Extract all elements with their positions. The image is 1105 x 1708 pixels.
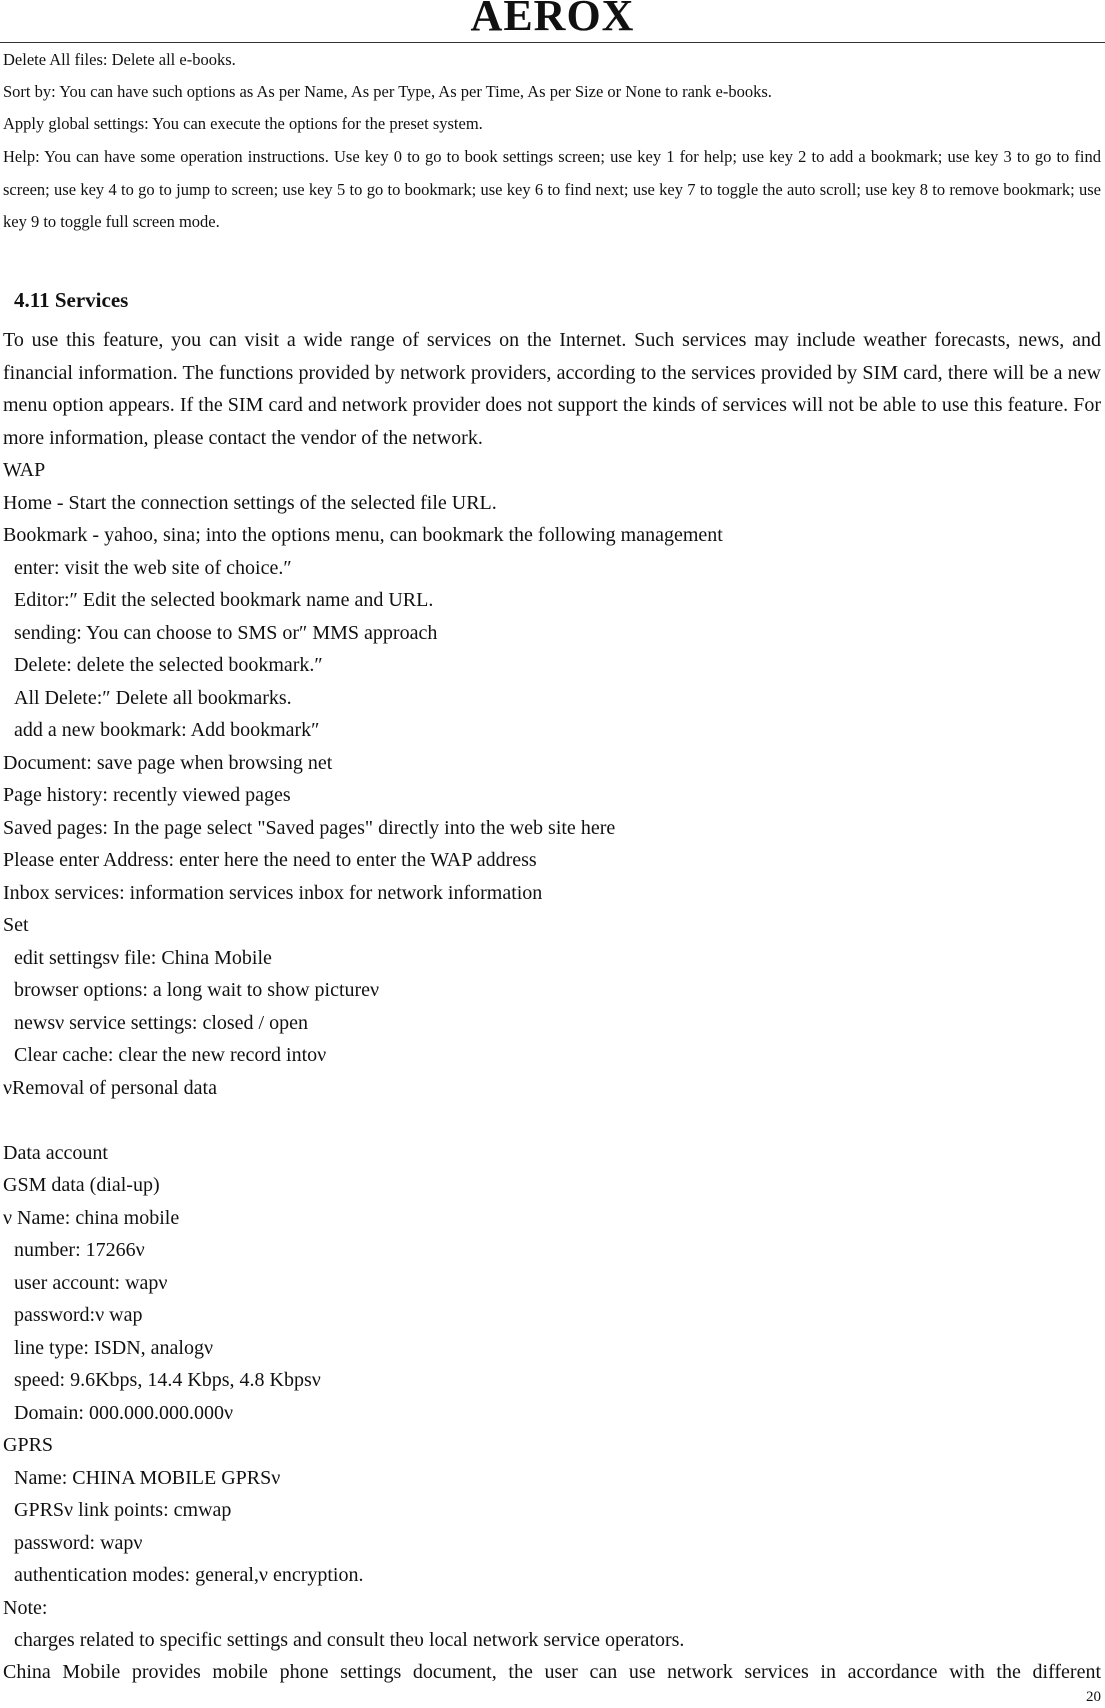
indented-text-line: Delete: delete the selected bookmark.″ [14,654,323,676]
indented-text-line: newsν service settings: closed / open [14,1011,308,1034]
indented-text-line: password:ν wap [14,1304,143,1326]
indented-text-line: browser options: a long wait to show pictureν [14,979,380,1001]
text-line: GSM data (dial-up) [3,1174,160,1196]
text-line: Page history: recently viewed pages [3,784,291,806]
indented-text-line: speed: 9.6Kbps, 14.4 Kbps, 4.8 Kbpsν [14,1369,321,1391]
indented-text-line: GPRSν link points: cmwap [14,1499,232,1521]
help-paragraph: Help: You can have some operation instructions. Use key 0 to go to book settings screen; use key 1 for help; use key 2 to add a bookmark; use key 3 to go to find screen; use key 4 to go to jump to screen; use key 5 to go to bookmark; use key 6 to find next; use key 7 to toggle the auto scroll; use key 8 to remove bookmark; use key 9 to toggle full screen mode. [3,147,1101,231]
text-line: Saved pages: In the page select "Saved pages" directly into the web site here [3,816,616,839]
text-line: Please enter Address: enter here the need to enter the WAP address [3,849,537,871]
indented-text-line: Name: CHINA MOBILE GPRSν [14,1466,281,1489]
indented-text-line: line type: ISDN, analogν [14,1336,214,1359]
indented-text-line: enter: visit the web site of choice.″ [14,556,292,579]
indented-text-line: user account: wapν [14,1271,168,1294]
header-rule [0,42,1105,43]
page-header-title: AEROX [470,0,635,40]
text-line: WAP [3,459,46,481]
indented-text-line: authentication modes: general,ν encryption. [14,1564,364,1586]
text-line: νRemoval of personal data [3,1076,217,1099]
indented-text-line: sending: You can choose to SMS or″ MMS approach [14,621,438,644]
text-line: Document: save page when browsing net [3,751,333,774]
section-heading: 4.11 Services [14,288,129,312]
text-line: Data account [3,1141,108,1164]
intro-paragraph: To use this feature, you can visit a wide range of services on the Internet. Such services may include weather forecasts, news, and financial information. The functions provided by network providers, according to the services provided by SIM card, there will be a new menu option appears. If the SIM card and network provider does not support the kinds of services will not be able to use this feature. For more information, please contact the vendor of the network. [3,329,1101,449]
indented-text-line: edit settingsν file: China Mobile [14,946,272,969]
text-line: Delete All files: Delete all e-books. [3,50,236,69]
indented-text-line: charges related to specific settings and consult theυ local network service operators. [14,1629,685,1651]
indented-text-line: Editor:″ Edit the selected bookmark name and URL. [14,589,434,611]
text-line: Inbox services: information services inbox for network information [3,881,543,904]
indented-text-line: Clear cache: clear the new record intoν [14,1044,327,1066]
page-number: 20 [1086,1689,1101,1705]
indented-text-line: Domain: 000.000.000.000ν [14,1401,234,1424]
indented-text-line: number: 17266ν [14,1239,145,1261]
text-line: Sort by: You can have such options as As per Name, As per Type, As per Time, As per Size or None to rank e-books. [3,82,772,101]
text-line: Apply global settings: You can execute the options for the preset system. [3,114,483,133]
text-line: Set [3,914,29,936]
closing-line: China Mobile provides mobile phone settings document, the user can use network services in accordance with the different [3,1661,1101,1683]
indented-text-line: add a new bookmark: Add bookmark″ [14,719,320,741]
text-line: GPRS [3,1434,54,1456]
text-line: Note: [3,1596,48,1619]
indented-text-line: All Delete:″ Delete all bookmarks. [14,686,292,709]
indented-text-line: password: wapν [14,1531,143,1554]
text-line: Home - Start the connection settings of the selected file URL. [3,491,497,514]
text-line: Bookmark - yahoo, sina; into the options menu, can bookmark the following management [3,524,723,546]
text-line: ν Name: china mobile [3,1206,180,1229]
